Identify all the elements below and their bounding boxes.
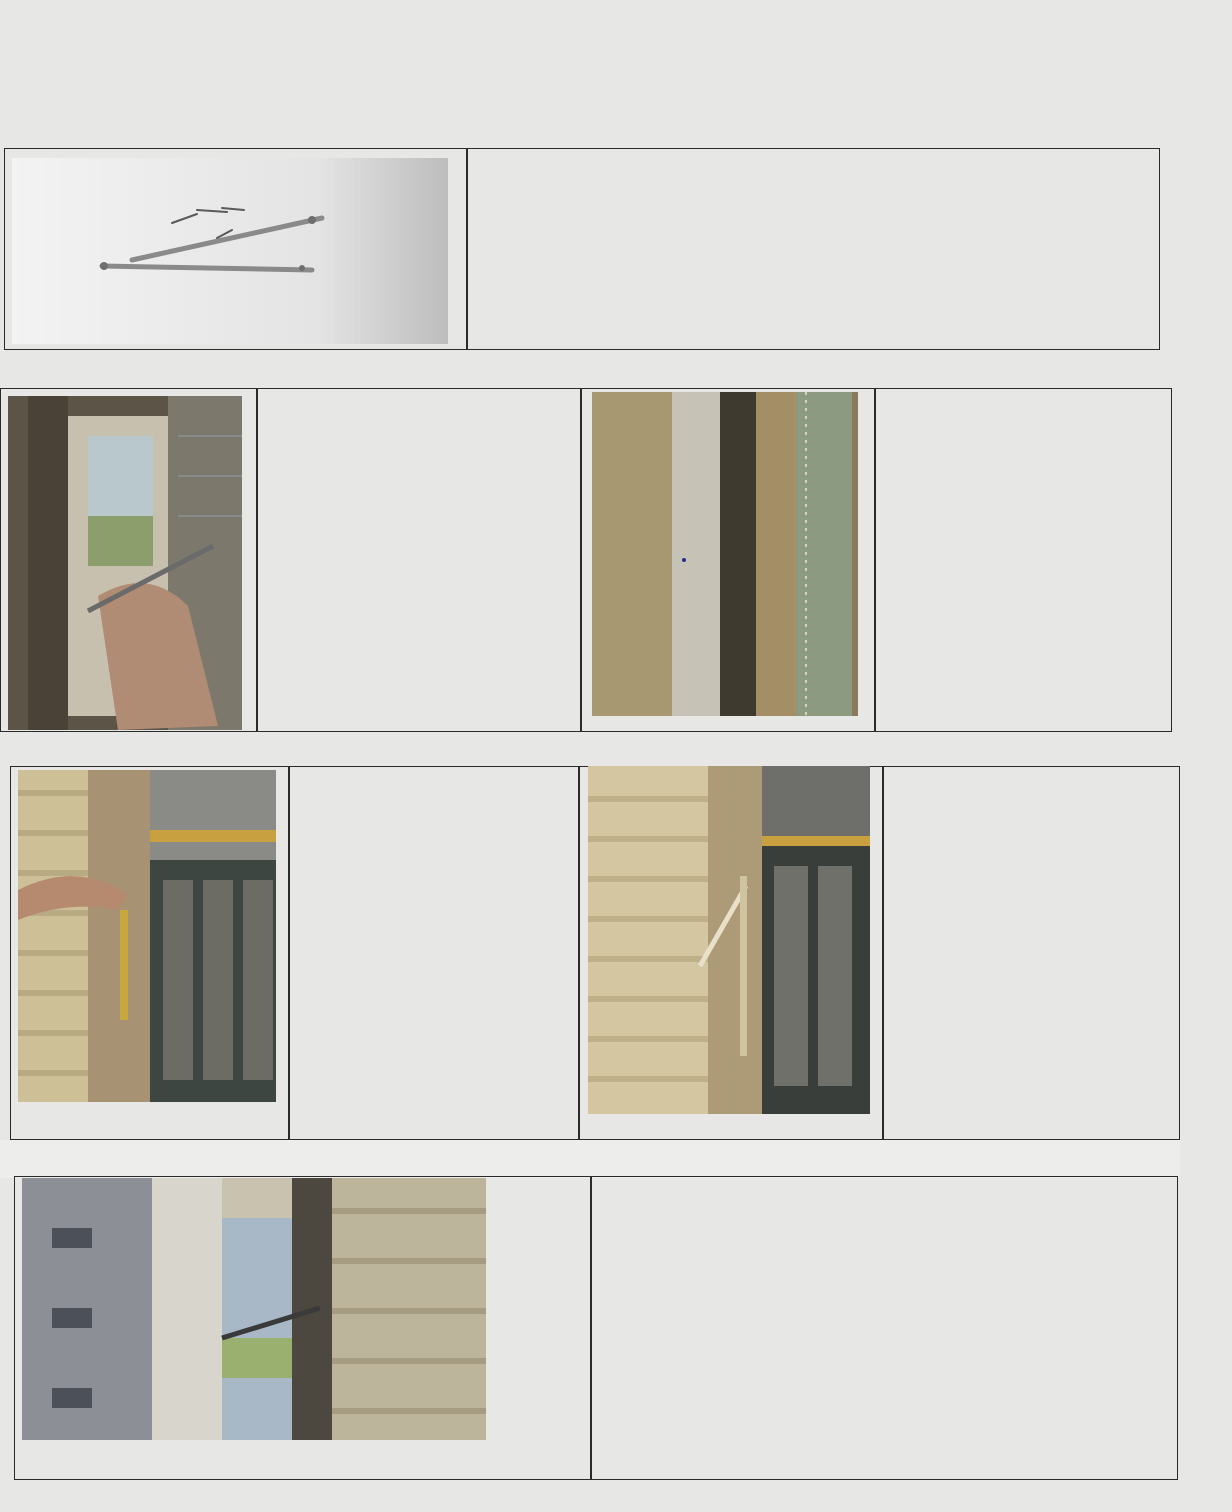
window-connected-photo — [22, 1178, 486, 1440]
video-recommendation-text — [602, 1276, 1172, 1451]
step-4-divider — [288, 766, 290, 1140]
limiter-fitting-photo — [18, 770, 276, 1102]
step-5-divider — [882, 766, 884, 1140]
step-3-divider — [874, 388, 876, 732]
step-3-left-divider — [580, 388, 582, 732]
step-2-divider — [256, 388, 258, 732]
step-6-divider — [590, 1176, 592, 1480]
limiter-fixing-photo — [588, 766, 870, 1114]
limiter-kit-photo — [12, 158, 448, 344]
step-5-left-divider — [578, 766, 580, 1140]
screw-removal-photo — [8, 396, 242, 730]
step-1-divider — [466, 148, 468, 350]
overlapping-sheet-edge — [0, 1140, 1180, 1178]
frame-marking-photo — [592, 392, 858, 716]
